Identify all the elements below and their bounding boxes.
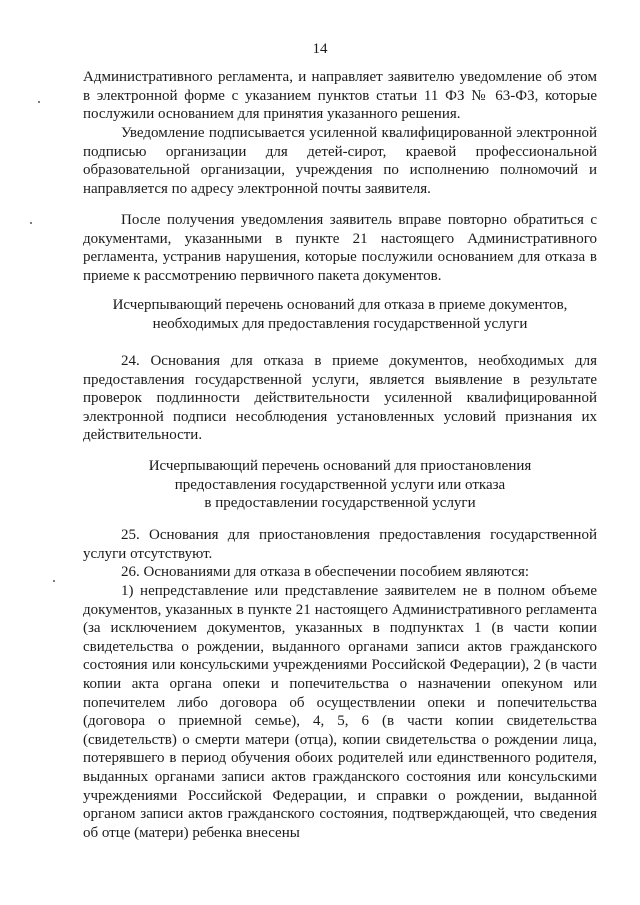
heading-line: предоставления государственной услуги или отказа xyxy=(174,476,506,493)
paragraph-continuation xyxy=(83,68,597,124)
scan-speck xyxy=(38,101,40,103)
item-26-sub-1-text: 1) непредставление или представление заявителем не в полном объеме документов, указанных в пункте 21 настоящего Административного регламента (за исключением документов, указанных в подпунктах 1 (в части копии свидетельства о рождении, выданного органами записи актов гражданского состояния или консульскими учреждениями Российской Федерации), 2 (в части копии акта органа опеки и попечительства о назначении опекуном или попечителем либо договора об осуществлении опеки и попечительства (договора о приемной семье), 4, 5, 6 (в части копии свидетельства (свидетельств) о смерти матери (отца), копии свидетельства о рождении лица, потерявшего в период обучения обоих родителей или единственного родителя, выданных органами записи актов гражданского состояния или консульскими учреждениями Российской Федерации, и справки о рождении, выданной органом записи актов гражданского состояния, подтверждающей, что сведения об отце (матери) ребенка внесены xyxy=(83,583,597,841)
section-heading-refusal-documents xyxy=(83,296,597,333)
item-25 xyxy=(83,526,597,563)
item-26-sub-1 xyxy=(83,582,597,842)
paragraph-resubmission-text: После получения уведомления заявитель вправе повторно обратиться с документами, указанными в пункте 21 настоящего Административного регламента, устранив нарушения, которые послужили основанием для отказа в приеме к рассмотрению первичного пакета документов. xyxy=(83,212,597,284)
page-number: 14 xyxy=(312,41,328,57)
paragraph-notice-text: Административного регламента, и направляет заявителю уведомление об этом в электронной форме с указанием пунктов статьи 11 ФЗ № 63-ФЗ, которые послужили основанием для принятия указанного решения. xyxy=(83,69,597,123)
scan-speck xyxy=(30,222,32,224)
paragraph-signature xyxy=(83,124,597,198)
item-24 xyxy=(83,352,597,445)
scan-speck xyxy=(53,580,55,582)
paragraph-signature-text: Уведомление подписывается усиленной квалифицированной электронной подписью организации для детей-сирот, краевой профессиональной образовательной организации, учреждения по исполнению полномочий и направляется по адресу электронной почты заявителя. xyxy=(83,125,597,197)
item-25-text: 25. Основания для приостановления предоставления государственной услуги отсутствуют. xyxy=(83,527,597,562)
heading-line: в предоставлении государственной услуги xyxy=(204,495,476,512)
paragraph-resubmission xyxy=(83,211,597,285)
heading-line: Исчерпывающий перечень оснований для отказа в приеме документов, xyxy=(112,297,568,313)
item-24-text: 24. Основания для отказа в приеме документов, необходимых для предоставления государственной услуги, является выявление в результате проверок подлинности действительности усиленной квалифицированной электронной подписи несоблюдения установленных условий признания их действительности. xyxy=(83,353,597,444)
heading-line: Исчерпывающий перечень оснований для приостановления xyxy=(148,458,532,474)
item-26-text: 26. Основаниями для отказа в обеспечении пособием являются: xyxy=(121,564,530,580)
heading-line: необходимых для предоставления государственной услуги xyxy=(152,315,528,332)
section-heading-suspension-refusal xyxy=(83,457,597,513)
item-26 xyxy=(83,563,597,582)
